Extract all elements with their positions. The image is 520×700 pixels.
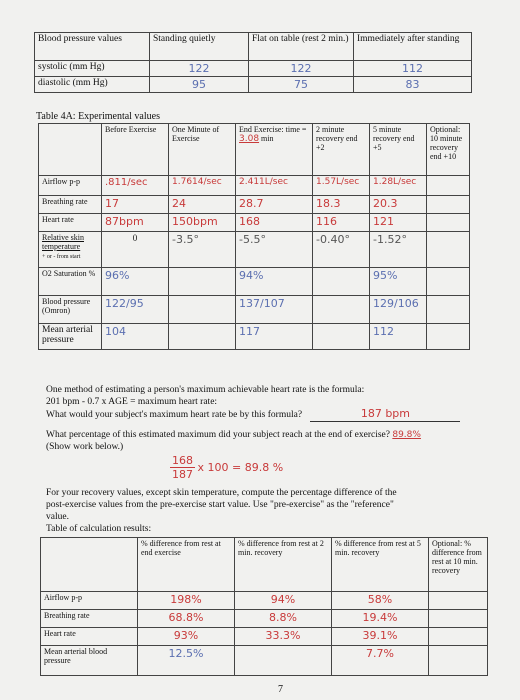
cell-value: 1.57L/sec: [316, 177, 360, 187]
calc-value: 8.8%: [269, 611, 297, 624]
table-row: [39, 176, 470, 196]
cell-value: 168: [239, 215, 260, 228]
bp-header: Blood pressure values: [35, 33, 150, 61]
cell-value: 104: [105, 325, 126, 338]
calc-table: [40, 537, 488, 676]
header-rec2: 2 minute recovery end +2: [313, 124, 370, 176]
cell-value: 121: [373, 215, 394, 228]
table-row: [41, 628, 488, 646]
page-number: 7: [278, 684, 283, 695]
calc-header: % difference from rest at end exercise: [138, 538, 235, 592]
cell-value: 0: [132, 233, 138, 243]
formula-line: One method of estimating a person's maximum achievable heart rate is the formula:: [46, 385, 365, 395]
end-exercise-time: 3.08: [239, 134, 260, 144]
cell-value: 129/106: [373, 297, 419, 310]
answer-line: [310, 408, 460, 422]
header-rec5: 5 minute recovery end +5: [370, 124, 427, 176]
cell-value: 18.3: [316, 197, 341, 210]
table4a: [38, 123, 470, 350]
cell-value: -1.52°: [373, 233, 407, 246]
work-expression: x 100 = 89.8 %: [197, 461, 284, 474]
calc-value: 94%: [270, 593, 296, 606]
cell-value: 87bpm: [105, 215, 144, 228]
bp-header: Flat on table (rest 2 min.): [249, 33, 354, 61]
header-before: Before Exercise: [102, 124, 169, 176]
max-hr-answer: 187 bpm: [360, 407, 411, 420]
percent-block: [46, 429, 506, 453]
cell-value: 2.411L/sec: [239, 177, 288, 187]
header-rec10: Optional: 10 minute recovery end +10: [427, 124, 470, 176]
header-one-minute: One Minute of Exercise: [169, 124, 236, 176]
cell-value: 95%: [373, 269, 398, 282]
cell-value: 17: [105, 197, 119, 210]
calc-value: 198%: [170, 593, 202, 606]
calc-header: % difference from rest at 2 min. recovery: [235, 538, 332, 592]
calc-value: 68.8%: [168, 611, 204, 624]
calc-row-label: Airflow p-p: [41, 592, 138, 610]
table-row: [35, 61, 472, 77]
instruction-line: For your recovery values, except skin temperature, compute the percentage difference of the: [46, 488, 397, 498]
instruction-line: post-exercise values from the pre-exercise start value. Use "pre-exercise" as the "reference": [46, 500, 394, 510]
row-label: Blood pressure (Omron): [39, 296, 102, 324]
cell-value: 1.28L/sec: [373, 177, 417, 187]
cell-value: 24: [172, 197, 186, 210]
cell-value: -0.40°: [316, 233, 350, 246]
bp-value: 122: [290, 62, 312, 75]
calc-value: 93%: [173, 629, 199, 642]
show-work: (Show work below.): [46, 442, 124, 452]
formula-line: 201 bpm - 0.7 x AGE = maximum heart rate:: [46, 397, 218, 407]
bp-value: 95: [192, 78, 206, 91]
cell-value: 137/107: [239, 297, 285, 310]
instruction-line: value.: [46, 512, 69, 522]
calc-row-label: Heart rate: [41, 628, 138, 646]
bp-row-label: systolic (mm Hg): [35, 61, 150, 77]
row-label: [39, 232, 102, 268]
row-label: Breathing rate: [39, 196, 102, 214]
cell-value: .811/sec: [105, 177, 148, 188]
percent-question: [46, 429, 506, 441]
recovery-instructions: [46, 487, 486, 535]
table-row: [39, 196, 470, 214]
table-row: [41, 646, 488, 676]
bp-value: 83: [405, 78, 420, 91]
calc-value: 33.3%: [265, 629, 301, 642]
bp-value: 75: [294, 78, 308, 91]
cell-value: 28.7: [239, 197, 264, 210]
table-row: [41, 610, 488, 628]
formula-question: [46, 408, 486, 422]
calc-row-label: Mean arterial blood pressure: [41, 646, 138, 676]
calc-value: 12.5%: [168, 647, 204, 660]
calc-value: 39.1%: [362, 629, 398, 642]
cell-value: 1.7614/sec: [172, 177, 222, 187]
calc-row-label: Breathing rate: [41, 610, 138, 628]
cell-value: 116: [316, 215, 337, 228]
bp-value: 112: [402, 62, 423, 75]
bp-header: Immediately after standing: [354, 33, 472, 61]
table4a-title: Table 4A: Experimental values: [36, 111, 160, 122]
skin-temp-label: Relative skin temperature: [42, 233, 84, 251]
percent-answer: 89.8%: [392, 430, 421, 440]
calc-value: 7.7%: [366, 647, 394, 660]
row-label: Heart rate: [39, 214, 102, 232]
calc-value: 19.4%: [362, 611, 398, 624]
end-exercise-label: End Exercise: time =: [239, 125, 307, 134]
cell-value: 117: [239, 325, 260, 338]
work-calculation: [170, 454, 283, 481]
end-exercise-unit: min: [261, 134, 274, 143]
skin-temp-note: + or - from start: [42, 254, 81, 260]
bp-table: [34, 32, 472, 93]
table-row: [39, 268, 470, 296]
row-label: O2 Saturation %: [39, 268, 102, 296]
bp-value: 122: [188, 62, 210, 75]
row-label: Airflow p-p: [39, 176, 102, 196]
cell-value: -5.5°: [239, 233, 266, 246]
calc-header: Optional: % difference from rest at 10 min. recovery: [429, 538, 488, 592]
cell-value: 122/95: [105, 297, 144, 310]
table-row: [39, 324, 470, 350]
header-end-exercise: [236, 124, 313, 176]
table-row: [39, 214, 470, 232]
table-row: [39, 296, 470, 324]
cell-value: 20.3: [373, 197, 398, 210]
cell-value: 150bpm: [172, 215, 218, 228]
bp-header: Standing quietly: [150, 33, 249, 61]
calc-table-title: Table of calculation results:: [46, 524, 152, 534]
cell-value: -3.5°: [172, 233, 199, 246]
formula-question-text: What would your subject's maximum heart rate be by this formula?: [46, 410, 303, 420]
bp-row-label: diastolic (mm Hg): [35, 77, 150, 93]
cell-value: 94%: [239, 269, 264, 282]
calc-header: % difference from rest at 5 min. recovery: [332, 538, 429, 592]
calc-value: 58%: [367, 593, 393, 606]
work-denominator: 187: [172, 468, 193, 481]
table-row: [35, 77, 472, 93]
formula-block: [46, 384, 486, 422]
percent-question-text: What percentage of this estimated maximum did your subject reach at the end of exercise?: [46, 430, 390, 440]
row-label: Mean arterial pressure: [39, 324, 102, 350]
cell-value: 96%: [105, 269, 130, 282]
table-row: [41, 592, 488, 610]
cell-value: 112: [373, 325, 394, 338]
work-numerator: 168: [172, 454, 193, 467]
table-row: [39, 232, 470, 268]
